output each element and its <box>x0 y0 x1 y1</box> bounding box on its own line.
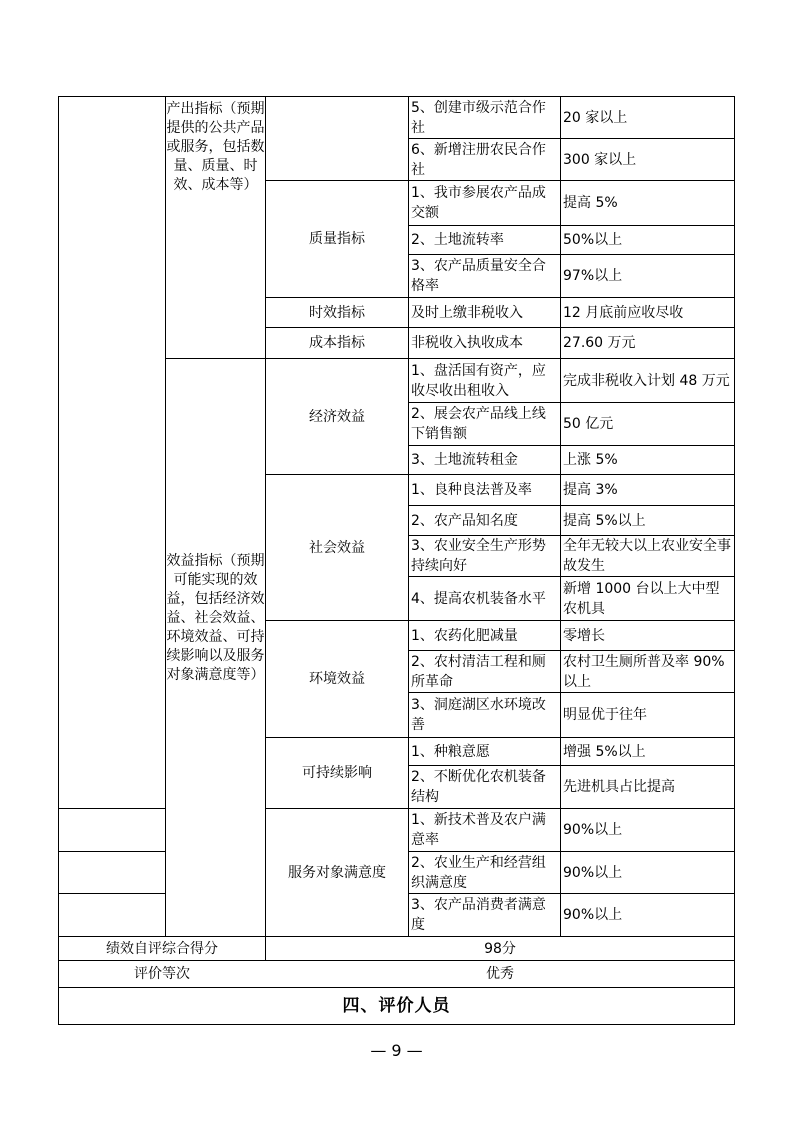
category-satisfaction: 服务对象满意度 <box>288 864 386 881</box>
table-row-value: 完成非税收入计划 48 万元 <box>563 372 730 389</box>
table-row-indicator: 2、土地流转率 <box>411 232 504 248</box>
score-label: 绩效自评综合得分 <box>106 940 218 957</box>
table-row-value: 零增长 <box>563 627 605 644</box>
table-row-indicator: 1、我市参展农产品成交额 <box>411 185 546 221</box>
table-row-value: 300 家以上 <box>563 151 637 168</box>
category-social: 社会效益 <box>309 539 365 556</box>
table-row-value: 全年无较大以上农业安全事故发生 <box>563 538 731 574</box>
table-row-value: 12 月底前应收尽收 <box>563 304 684 321</box>
table-row-value: 50%以上 <box>563 232 623 248</box>
table-row-value: 20 家以上 <box>563 109 628 126</box>
output-indicator-label: 产出指标（预期提供的公共产品或服务，包括数量、质量、时效、成本等） <box>166 101 265 193</box>
table-row-indicator: 1、种粮意愿 <box>411 743 490 760</box>
table-row-indicator: 4、提高农机装备水平 <box>411 590 546 607</box>
table-row-value: 提高 5%以上 <box>563 512 646 529</box>
table-row-indicator: 3、农产品消费者满意度 <box>411 897 546 933</box>
category-sustainable: 可持续影响 <box>302 765 372 781</box>
table-row-value: 增强 5%以上 <box>563 743 646 760</box>
table-row-indicator: 1、盘活国有资产，应收尽收出租收入 <box>411 362 546 399</box>
table-row-indicator: 1、良种良法普及率 <box>411 482 532 498</box>
table-row-value: 90%以上 <box>563 907 623 923</box>
category-quality: 质量指标 <box>309 231 365 247</box>
grade-value: 优秀 <box>486 966 514 982</box>
page-number: — 9 — <box>370 1041 423 1060</box>
table-row-value: 提高 5% <box>563 195 618 211</box>
table-row-value: 97%以上 <box>563 268 623 284</box>
table-row-indicator: 非税收入执收成本 <box>411 335 523 351</box>
table-row-indicator: 2、农村清洁工程和厕所革命 <box>411 653 546 690</box>
table-row-value: 27.60 万元 <box>563 335 636 351</box>
table-row-indicator: 及时上缴非税收入 <box>411 304 523 321</box>
benefit-indicator-label: 效益指标（预期可能实现的效益，包括经济效益、社会效益、环境效益、可持续影响以及服务对象满意度等） <box>166 553 265 683</box>
score-value: 98分 <box>484 940 516 957</box>
table-row-indicator: 2、不断优化农机装备结构 <box>411 769 546 805</box>
section-heading: 四、评价人员 <box>342 996 451 1016</box>
table-row-indicator: 1、农药化肥减量 <box>411 627 518 644</box>
table-row-value: 90%以上 <box>563 822 623 838</box>
category-economic: 经济效益 <box>309 408 365 425</box>
table-row-indicator: 6、新增注册农民合作社 <box>411 141 546 178</box>
grade-label: 评价等次 <box>134 966 190 982</box>
table-row-indicator: 5、创建市级示范合作社 <box>411 99 546 136</box>
category-cost: 成本指标 <box>309 335 365 351</box>
table-row-indicator: 3、洞庭湖区水环境改善 <box>411 697 546 733</box>
table-row-indicator: 3、农业安全生产形势持续向好 <box>411 538 546 574</box>
table-row-indicator: 3、土地流转租金 <box>411 452 518 468</box>
category-timeliness: 时效指标 <box>309 304 365 321</box>
table-row-indicator: 2、展会农产品线上线下销售额 <box>411 406 546 442</box>
table-row-value: 先进机具占比提高 <box>563 779 675 795</box>
category-environmental: 环境效益 <box>309 671 365 687</box>
table-row-value: 农村卫生厕所普及率 90%以上 <box>563 653 725 690</box>
table-row-value: 90%以上 <box>563 864 623 881</box>
table-row-indicator: 1、新技术普及农户满意率 <box>411 812 546 848</box>
table-row-value: 上涨 5% <box>563 452 618 468</box>
table-row-value: 50 亿元 <box>563 416 614 432</box>
table-row-value: 明显优于往年 <box>563 707 647 723</box>
table-row-indicator: 2、农业生产和经营组织满意度 <box>411 854 546 891</box>
table-row-indicator: 3、农产品质量安全合格率 <box>411 258 546 294</box>
table-row-indicator: 2、农产品知名度 <box>411 512 518 529</box>
table-row-value: 新增 1000 台以上大中型农机具 <box>563 580 720 617</box>
table-row-value: 提高 3% <box>563 482 618 498</box>
